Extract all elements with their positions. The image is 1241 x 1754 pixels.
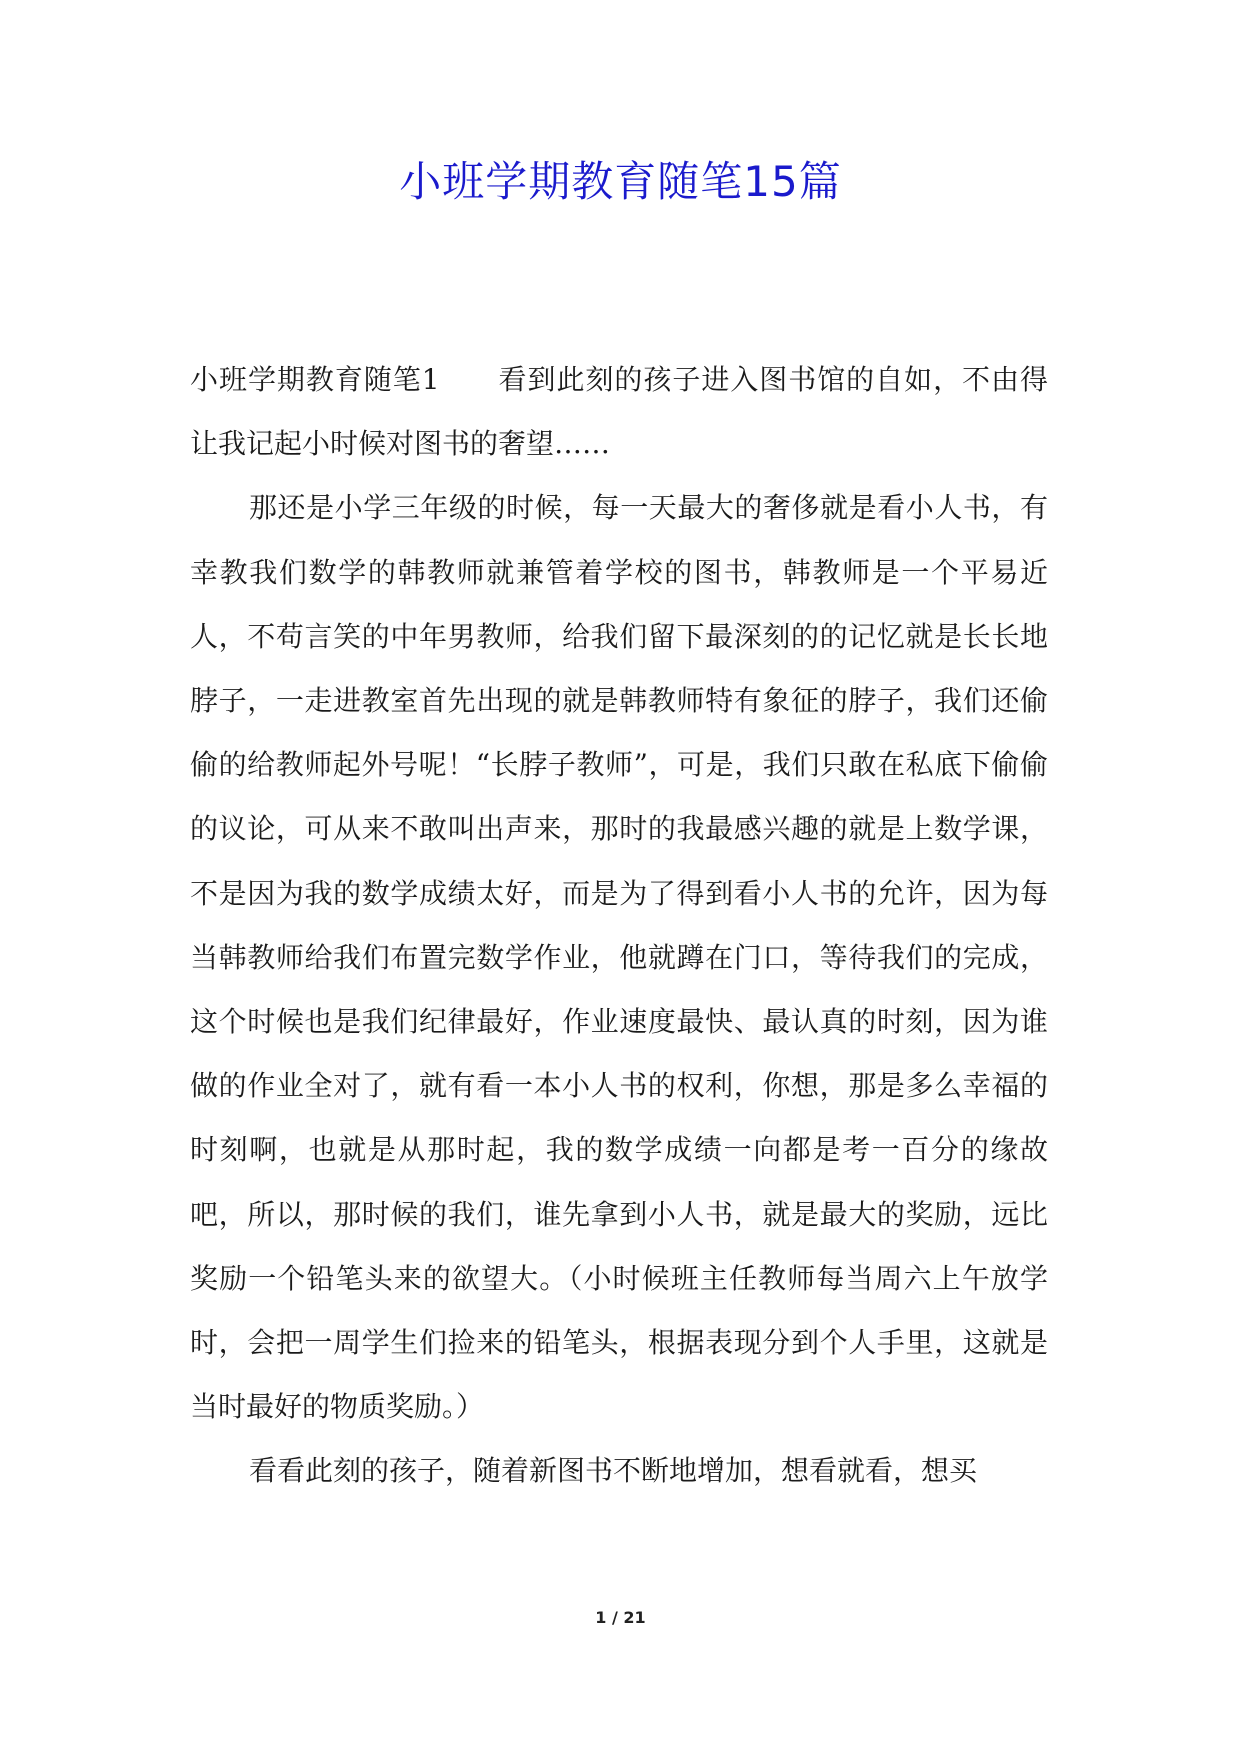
section-heading: 小班学期教育随笔1	[190, 363, 440, 396]
document-title: 小班学期教育随笔15篇	[399, 157, 842, 206]
document-body	[190, 348, 1048, 1504]
paragraph-3: 看看此刻的孩子，随着新图书不断地增加，想看就看，想买	[249, 1454, 978, 1488]
paragraph-1-text: 看到此刻的孩子进入图书馆的自如，不由得让我记起小时候对图书的奢望……	[190, 363, 1048, 461]
paragraph-2: 那还是小学三年级的时候，每一天最大的奢侈就是看小人书，有幸教我们数学的韩教师就兼管着学校的图书，韩教师是一个平易近人，不苟言笑的中年男教师，给我们留下最深刻的的记忆就是长长地脖子，一走进教室首先出现的就是韩教师特有象征的脖子，我们还偷偷的给教师起外号呢！“长脖子教师”，可是，我们只敢在私底下偷偷的议论，可从来不敢叫出声来，那时的我最感兴趣的就是上数学课，不是因为我的数学成绩太好，而是为了得到看小人书的允许，因为每当韩教师给我们布置完数学作业，他就蹲在门口，等待我们的完成，这个时候也是我们纪律最好，作业速度最快、最认真的时刻，因为谁做的作业全对了，就有看一本小人书的权利，你想，那是多么幸福的时刻啊，也就是从那时起，我的数学成绩一向都是考一百分的缘故吧，所以，那时候的我们，谁先拿到小人书，就是最大的奖励，远比奖励一个铅笔头来的欲望大。（小时候班主任教师每当周六上午放学时，会把一周学生们捡来的铅笔头，根据表现分到个人手里，这就是当时最好的物质奖励。）	[190, 491, 1048, 1424]
paragraph-1	[190, 348, 1048, 476]
page-number: 1 / 21	[595, 1608, 646, 1627]
